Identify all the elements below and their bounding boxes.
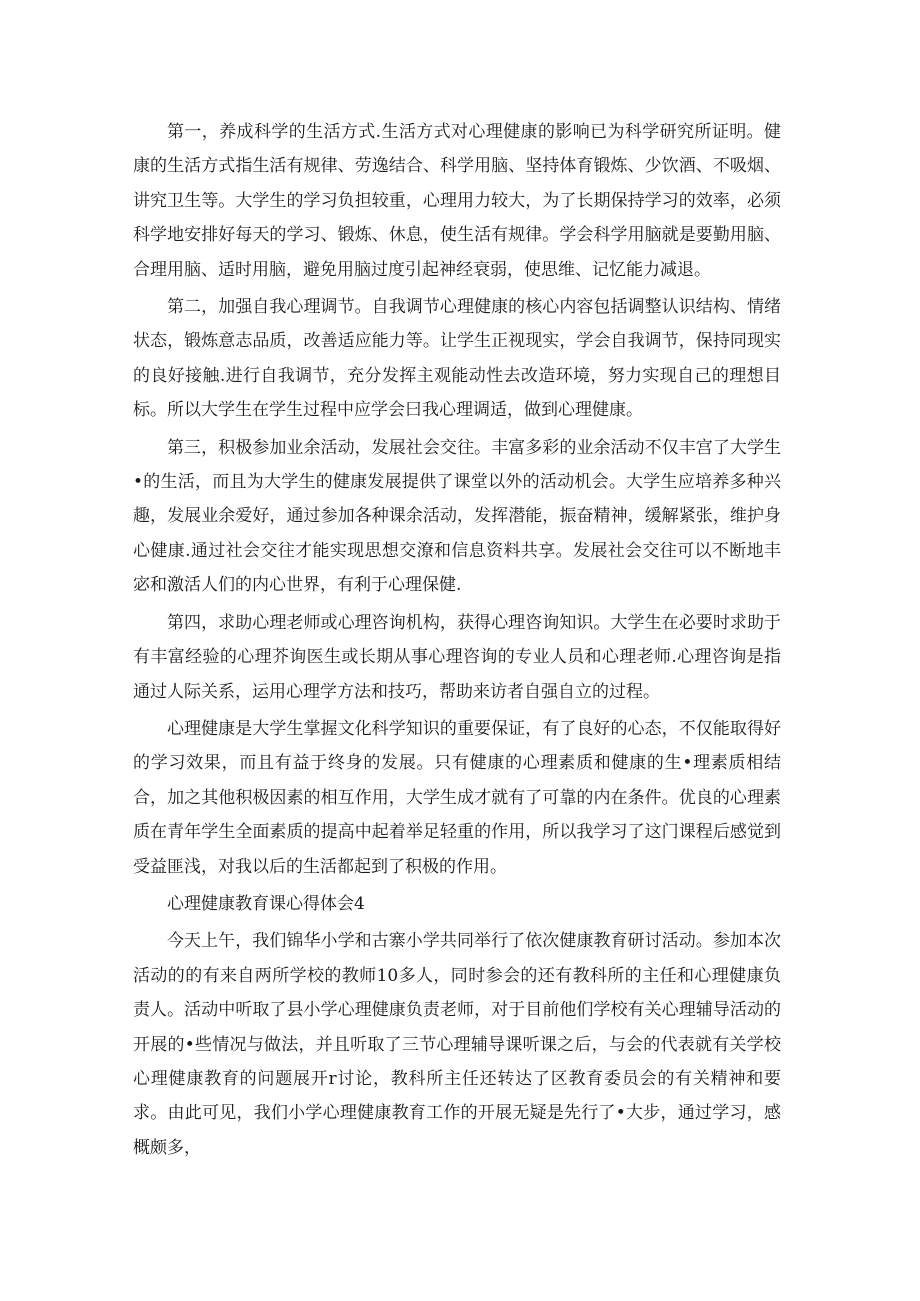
paragraph-fourth: 第四，求助心理老师或心理咨询机构，获得心理咨询知识。大学生在必要时求助于有丰富经验的心理芥询医生或长期从事心理咨询的专业人员和心理老师.心理咨询是指通过人际关系，运用心理学方法和技巧，帮助来访者自强自立的过程。 [133,612,781,702]
paragraph-second: 第二，加强自我心理调节。自我调节心理健康的核心内容包括调整认识结构、情绪状态，锻炼意志品质，改善适应能力等。让学生正视现实，学会自我调节，保持同现实的良好接触.进行自我调节，充分发挥主观能动性去改造环境，努力实现自己的理想目标。所以大学生在学生过程中应学会曰我心理调适，做到心理健康。 [133,297,781,421]
paragraph-conclusion: 心理健康是大学生掌握文化科学知识的重要保证，有了良好的心态，不仅能取得好的学习效果，而且有益于终身的发展。只有健康的心理素质和健康的生•理素质相结合，加之其他积极因素的相互作用，大学生成才就有了可靠的内在条件。优良的心理素质在青年学生全面素质的提高中起着举足轻重的作用，所以我学习了这门课程后感觉到受益匪浅，对我以后的生活都起到了积极的作用。 [133,718,781,877]
document-body [133,115,781,1168]
paragraph-final: 今天上午，我们锦华小学和古寨小学共同举行了依次健康教育研讨活动。参加本次活动的的有来自两所学校的教师10多人，同时参会的还有教科所的主任和心理健康负责人。活动中听取了县小学心理健康负责老师，对于目前他们学校有关心理辅导活动的开展的•些情况与做法，并且听取了三节心理辅导课听课之后，与会的代表就有关学校心理健康教育的问题展开r讨论，教科所主任还转达了区教育委员会的有关精神和要求。由此可见，我们小学心理健康教育工作的开展无疑是先行了•大步，通过学习，感概颇多， [133,931,781,1158]
paragraph-third: 第三，积极参加业余活动，发展社会交往。丰富多彩的业余活动不仅丰宫了大学生•的生活，而且为大学生的健康发展提供了课堂以外的活动机会。大学生应培养多种兴趣，发展业余爱好，通过参加各种课余活动，发挥潜能，振奋精神，缓解紧张，维护身心健康.通过社会交往才能实现思想交潦和信息资料共享。发展社会交往可以不断地丰宓和激活人们的内心世界，有利于心理保健. [133,437,781,596]
section-title: 心理健康教育课心得体会4 [167,893,365,914]
paragraph-first: 第一，养成科学的生活方式.生活方式对心理健康的影响已为科学研究所证明。健康的生活方式指生活有规律、劳逸结合、科学用脑、坚持体育锻炼、少饮酒、不吸烟、讲究卫生等。大学生的学习负担较重，心理用力较大，为了长期保持学习的效率，必须科学地安排好每天的学习、锻炼、休息，使生活有规律。学会科学用脑就是要勤用脑、合理用脑、适时用脑，避免用脑过度引起神经衰弱，使思维、记忆能力减退。 [133,122,781,280]
